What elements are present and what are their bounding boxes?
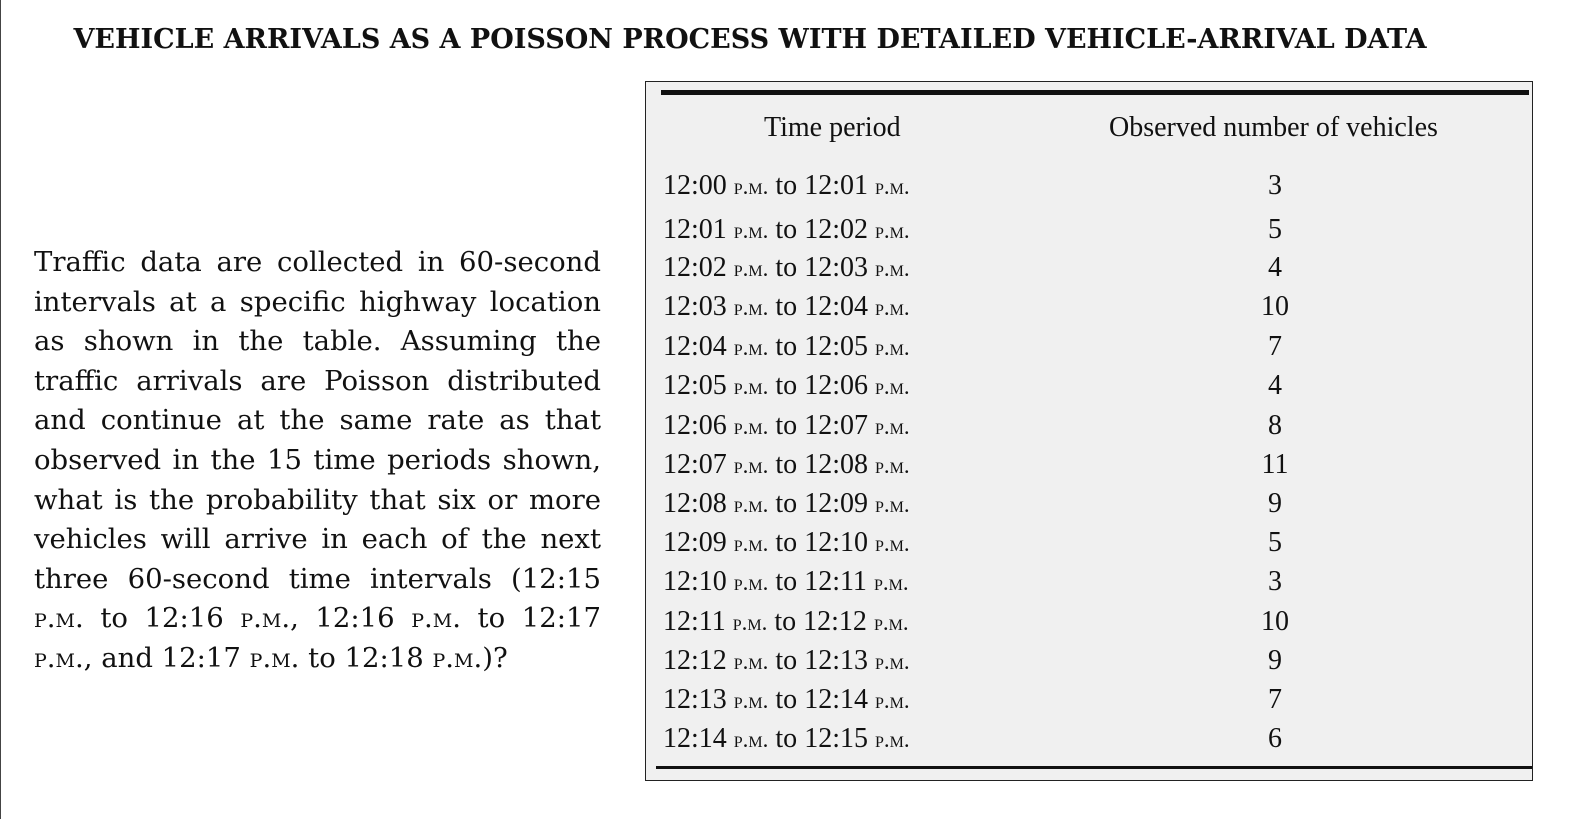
time-period-cell [663, 566, 909, 598]
start-time: 12:06 [663, 410, 727, 441]
pm-label: p.m. [874, 335, 910, 360]
pm-label: p.m. [733, 531, 769, 556]
to-label: to [775, 566, 798, 597]
end-time: 12:03 [804, 252, 868, 283]
time-period-cell [663, 723, 910, 755]
to-label: to [775, 170, 798, 201]
table-row [646, 214, 1534, 252]
start-time: 12:08 [663, 488, 727, 519]
table-row [646, 449, 1534, 487]
end-time: 12:12 [803, 606, 867, 637]
table-row [646, 527, 1534, 565]
table-row [646, 606, 1534, 644]
pm-label: p.m. [874, 256, 910, 281]
to-label: to [775, 370, 798, 401]
pm-label: p.m. [733, 295, 769, 320]
time-period-cell [663, 331, 910, 363]
start-time: 12:10 [663, 566, 727, 597]
end-time: 12:04 [804, 291, 868, 322]
end-time: 12:08 [804, 449, 868, 480]
to-label: to [775, 449, 798, 480]
pm-label: p.m. [733, 414, 769, 439]
pm-label: p.m. [34, 641, 84, 674]
start-time: 12:12 [663, 645, 727, 676]
pm-label: p.m. [874, 727, 910, 752]
to-label: to [775, 410, 798, 441]
to-label: to [775, 331, 798, 362]
end-time: 12:14 [804, 684, 868, 715]
problem-text-4: to 12:17 [460, 602, 601, 635]
vehicle-count-cell: 8 [1268, 410, 1282, 441]
table-row [646, 410, 1534, 448]
time-period-cell [663, 214, 910, 246]
to-label: to [775, 488, 798, 519]
pm-label: p.m. [733, 335, 769, 360]
table-row [646, 488, 1534, 526]
pm-label: p.m. [733, 174, 769, 199]
end-time: 12:02 [804, 214, 868, 245]
pm-label: p.m. [733, 727, 769, 752]
pm-label: p.m. [874, 218, 910, 243]
pm-label: p.m. [240, 602, 291, 635]
pm-label: p.m. [733, 649, 769, 674]
time-period-cell [663, 449, 910, 481]
time-period-cell [663, 170, 910, 202]
start-time: 12:14 [663, 723, 727, 754]
pm-label: p.m. [34, 602, 84, 635]
pm-label: p.m. [732, 610, 768, 635]
end-time: 12:15 [804, 723, 868, 754]
table-row [646, 645, 1534, 683]
pm-label: p.m. [874, 295, 910, 320]
start-time: 12:03 [663, 291, 727, 322]
pm-label: p.m. [411, 602, 461, 635]
pm-label: p.m. [874, 453, 910, 478]
to-label: to [775, 214, 798, 245]
vehicle-count-cell: 9 [1268, 645, 1282, 676]
time-period-cell [663, 370, 910, 402]
to-label: to [775, 252, 798, 283]
pm-label: p.m. [873, 570, 909, 595]
end-time: 12:09 [804, 488, 868, 519]
table-row [646, 684, 1534, 722]
end-time: 12:01 [804, 170, 868, 201]
start-time: 12:11 [663, 606, 726, 637]
start-time: 12:05 [663, 370, 727, 401]
table-top-rule [661, 90, 1529, 95]
vehicle-count-cell: 5 [1268, 214, 1282, 245]
end-time: 12:06 [804, 370, 868, 401]
table-row [646, 331, 1534, 369]
vehicle-count-cell: 4 [1268, 370, 1282, 401]
to-label: to [775, 684, 798, 715]
start-time: 12:02 [663, 252, 727, 283]
time-period-cell [663, 291, 910, 323]
pm-label: p.m. [733, 218, 769, 243]
pm-label: p.m. [733, 492, 769, 517]
end-time: 12:07 [804, 410, 868, 441]
vehicle-count-cell: 4 [1268, 252, 1282, 283]
page-left-border [0, 0, 1, 819]
end-time: 12:11 [804, 566, 867, 597]
vehicle-count-cell: 9 [1268, 488, 1282, 519]
vehicle-arrival-table [645, 81, 1533, 781]
to-label: to [775, 527, 798, 558]
pm-label: p.m. [432, 641, 483, 674]
time-period-cell [663, 410, 910, 442]
vehicle-count-cell: 6 [1268, 723, 1282, 754]
start-time: 12:00 [663, 170, 727, 201]
start-time: 12:04 [663, 331, 727, 362]
vehicle-count-cell: 10 [1261, 606, 1289, 637]
pm-label: p.m. [874, 174, 910, 199]
time-period-cell [663, 488, 910, 520]
pm-label: p.m. [874, 649, 910, 674]
time-period-cell [663, 645, 910, 677]
pm-label: p.m. [874, 688, 910, 713]
pm-label: p.m. [733, 688, 769, 713]
table-row [646, 291, 1534, 329]
table-row [646, 723, 1534, 761]
problem-text-7: )? [482, 641, 508, 674]
vehicle-count-cell: 7 [1268, 684, 1282, 715]
time-period-cell [663, 527, 910, 559]
to-label: to [775, 723, 798, 754]
vehicle-count-cell: 5 [1268, 527, 1282, 558]
header-time-period: Time period [764, 112, 901, 143]
table-row [646, 252, 1534, 290]
table-row [646, 170, 1534, 208]
end-time: 12:13 [804, 645, 868, 676]
vehicle-count-cell: 10 [1261, 291, 1289, 322]
problem-text-6: to 12:18 [299, 641, 433, 674]
problem-statement [34, 243, 601, 679]
end-time: 12:05 [804, 331, 868, 362]
header-observed-vehicles: Observed number of vehicles [1109, 112, 1438, 143]
table-row [646, 566, 1534, 604]
pm-label: p.m. [733, 374, 769, 399]
problem-text-3: , 12:16 [290, 602, 412, 635]
to-label: to [775, 291, 798, 322]
start-time: 12:07 [663, 449, 727, 480]
time-period-cell [663, 606, 909, 638]
vehicle-count-cell: 3 [1268, 170, 1282, 201]
vehicle-count-cell: 11 [1261, 449, 1289, 480]
time-period-cell [663, 252, 910, 284]
page-title: VEHICLE ARRIVALS AS A POISSON PROCESS WITH DETAILED VEHICLE-ARRIVAL DATA [73, 24, 1427, 55]
to-label: to [774, 606, 797, 637]
vehicle-count-cell: 7 [1268, 331, 1282, 362]
vehicle-count-cell: 3 [1268, 566, 1282, 597]
problem-text-2: to 12:16 [83, 602, 241, 635]
time-period-cell [663, 684, 910, 716]
problem-text-5: , and 12:17 [83, 641, 250, 674]
start-time: 12:01 [663, 214, 727, 245]
start-time: 12:13 [663, 684, 727, 715]
start-time: 12:09 [663, 527, 727, 558]
to-label: to [775, 645, 798, 676]
pm-label: p.m. [733, 570, 769, 595]
end-time: 12:10 [804, 527, 868, 558]
pm-label: p.m. [249, 641, 300, 674]
pm-label: p.m. [874, 492, 910, 517]
table-bottom-rule [656, 766, 1532, 769]
table-row [646, 370, 1534, 408]
problem-text-1: Traffic data are collected in 60-second intervals at a specific highway location as shown in the table. Assuming the traffic arrivals are Poisson distributed and continue at the same rate as that observed in the 15 time periods shown, what is the probability that six or more vehicles will arrive in each of the next three 60-second time intervals (12:15 [34, 246, 601, 595]
pm-label: p.m. [873, 610, 909, 635]
pm-label: p.m. [733, 256, 769, 281]
pm-label: p.m. [733, 453, 769, 478]
pm-label: p.m. [874, 374, 910, 399]
pm-label: p.m. [874, 414, 910, 439]
pm-label: p.m. [874, 531, 910, 556]
